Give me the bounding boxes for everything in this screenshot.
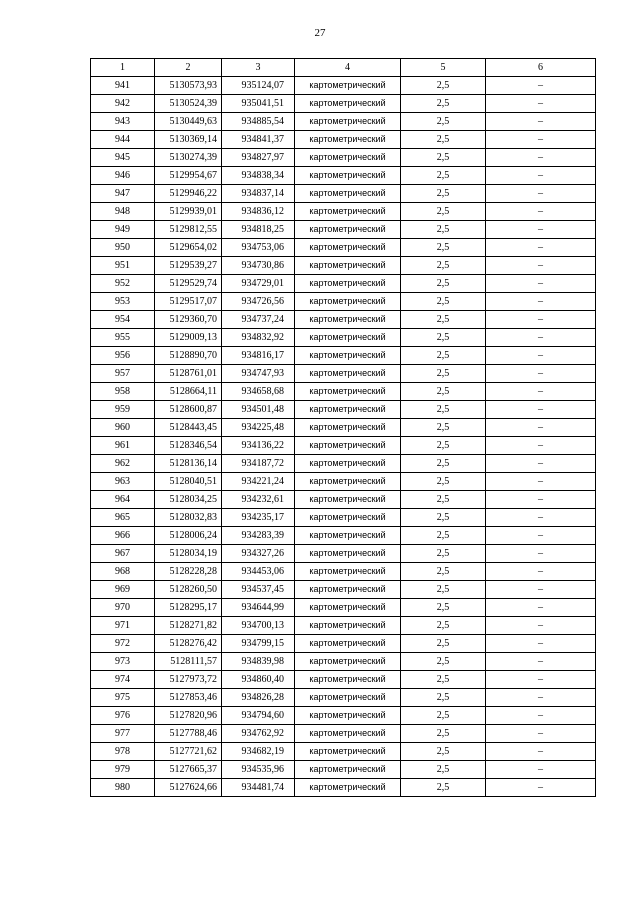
note-cell: –: [486, 311, 596, 329]
y-coordinate-cell: 934187,72: [222, 455, 295, 473]
accuracy-cell: 2,5: [401, 257, 486, 275]
note-cell: –: [486, 617, 596, 635]
accuracy-cell: 2,5: [401, 293, 486, 311]
point-number-cell: 946: [91, 167, 155, 185]
method-cell: картометрический: [295, 185, 401, 203]
point-number-cell: 956: [91, 347, 155, 365]
note-cell: –: [486, 437, 596, 455]
method-cell: картометрический: [295, 149, 401, 167]
accuracy-cell: 2,5: [401, 545, 486, 563]
x-coordinate-cell: 5130449,63: [155, 113, 222, 131]
x-coordinate-cell: 5127721,62: [155, 743, 222, 761]
point-number-cell: 948: [91, 203, 155, 221]
method-cell: картометрический: [295, 329, 401, 347]
method-cell: картометрический: [295, 167, 401, 185]
y-coordinate-cell: 934799,15: [222, 635, 295, 653]
y-coordinate-cell: 934730,86: [222, 257, 295, 275]
accuracy-cell: 2,5: [401, 401, 486, 419]
y-coordinate-cell: 934827,97: [222, 149, 295, 167]
table-row: [91, 113, 596, 131]
y-coordinate-cell: 934762,92: [222, 725, 295, 743]
table-row: [91, 77, 596, 95]
y-coordinate-cell: 934837,14: [222, 185, 295, 203]
method-cell: картометрический: [295, 437, 401, 455]
method-cell: картометрический: [295, 581, 401, 599]
method-cell: картометрический: [295, 131, 401, 149]
point-number-cell: 943: [91, 113, 155, 131]
accuracy-cell: 2,5: [401, 617, 486, 635]
note-cell: –: [486, 221, 596, 239]
x-coordinate-cell: 5128761,01: [155, 365, 222, 383]
point-number-cell: 958: [91, 383, 155, 401]
y-coordinate-cell: 934816,17: [222, 347, 295, 365]
point-number-cell: 966: [91, 527, 155, 545]
table-row: [91, 545, 596, 563]
accuracy-cell: 2,5: [401, 329, 486, 347]
note-cell: –: [486, 203, 596, 221]
table-row: [91, 149, 596, 167]
table-row: [91, 221, 596, 239]
method-cell: картометрический: [295, 725, 401, 743]
accuracy-cell: 2,5: [401, 563, 486, 581]
method-cell: картометрический: [295, 347, 401, 365]
point-number-cell: 975: [91, 689, 155, 707]
accuracy-cell: 2,5: [401, 653, 486, 671]
accuracy-cell: 2,5: [401, 581, 486, 599]
point-number-cell: 952: [91, 275, 155, 293]
method-cell: картометрический: [295, 617, 401, 635]
accuracy-cell: 2,5: [401, 275, 486, 293]
y-coordinate-cell: 934327,26: [222, 545, 295, 563]
point-number-cell: 959: [91, 401, 155, 419]
accuracy-cell: 2,5: [401, 509, 486, 527]
y-coordinate-cell: 934225,48: [222, 419, 295, 437]
x-coordinate-cell: 5128228,28: [155, 563, 222, 581]
method-cell: картометрический: [295, 365, 401, 383]
note-cell: –: [486, 761, 596, 779]
x-coordinate-cell: 5128034,19: [155, 545, 222, 563]
x-coordinate-cell: 5127665,37: [155, 761, 222, 779]
method-cell: картометрический: [295, 707, 401, 725]
table-row: [91, 743, 596, 761]
header-col-4: 4: [295, 59, 401, 77]
y-coordinate-cell: 934136,22: [222, 437, 295, 455]
table-row: [91, 581, 596, 599]
point-number-cell: 970: [91, 599, 155, 617]
y-coordinate-cell: 934838,34: [222, 167, 295, 185]
accuracy-cell: 2,5: [401, 185, 486, 203]
point-number-cell: 969: [91, 581, 155, 599]
note-cell: –: [486, 347, 596, 365]
x-coordinate-cell: 5127853,46: [155, 689, 222, 707]
method-cell: картометрический: [295, 563, 401, 581]
method-cell: картометрический: [295, 779, 401, 797]
method-cell: картометрический: [295, 419, 401, 437]
accuracy-cell: 2,5: [401, 635, 486, 653]
point-number-cell: 949: [91, 221, 155, 239]
table-row: [91, 509, 596, 527]
x-coordinate-cell: 5128600,87: [155, 401, 222, 419]
method-cell: картометрический: [295, 527, 401, 545]
y-coordinate-cell: 935124,07: [222, 77, 295, 95]
method-cell: картометрический: [295, 743, 401, 761]
note-cell: –: [486, 257, 596, 275]
x-coordinate-cell: 5129812,55: [155, 221, 222, 239]
table-row: [91, 617, 596, 635]
note-cell: –: [486, 149, 596, 167]
x-coordinate-cell: 5130369,14: [155, 131, 222, 149]
table-row: [91, 401, 596, 419]
accuracy-cell: 2,5: [401, 221, 486, 239]
accuracy-cell: 2,5: [401, 347, 486, 365]
point-number-cell: 964: [91, 491, 155, 509]
point-number-cell: 951: [91, 257, 155, 275]
table-row: [91, 203, 596, 221]
accuracy-cell: 2,5: [401, 599, 486, 617]
x-coordinate-cell: 5128040,51: [155, 473, 222, 491]
x-coordinate-cell: 5128664,11: [155, 383, 222, 401]
table-body: [91, 77, 596, 797]
accuracy-cell: 2,5: [401, 761, 486, 779]
point-number-cell: 974: [91, 671, 155, 689]
x-coordinate-cell: 5128111,57: [155, 653, 222, 671]
method-cell: картометрический: [295, 635, 401, 653]
accuracy-cell: 2,5: [401, 167, 486, 185]
note-cell: –: [486, 473, 596, 491]
accuracy-cell: 2,5: [401, 383, 486, 401]
point-number-cell: 979: [91, 761, 155, 779]
table-row: [91, 761, 596, 779]
accuracy-cell: 2,5: [401, 707, 486, 725]
note-cell: –: [486, 545, 596, 563]
method-cell: картометрический: [295, 473, 401, 491]
point-number-cell: 953: [91, 293, 155, 311]
accuracy-cell: 2,5: [401, 95, 486, 113]
note-cell: –: [486, 131, 596, 149]
point-number-cell: 957: [91, 365, 155, 383]
table-row: [91, 437, 596, 455]
accuracy-cell: 2,5: [401, 365, 486, 383]
accuracy-cell: 2,5: [401, 437, 486, 455]
y-coordinate-cell: 934235,17: [222, 509, 295, 527]
y-coordinate-cell: 934729,01: [222, 275, 295, 293]
x-coordinate-cell: 5128260,50: [155, 581, 222, 599]
accuracy-cell: 2,5: [401, 743, 486, 761]
point-number-cell: 978: [91, 743, 155, 761]
point-number-cell: 944: [91, 131, 155, 149]
x-coordinate-cell: 5129009,13: [155, 329, 222, 347]
accuracy-cell: 2,5: [401, 689, 486, 707]
note-cell: –: [486, 599, 596, 617]
x-coordinate-cell: 5127820,96: [155, 707, 222, 725]
point-number-cell: 965: [91, 509, 155, 527]
x-coordinate-cell: 5129539,27: [155, 257, 222, 275]
y-coordinate-cell: 934232,61: [222, 491, 295, 509]
x-coordinate-cell: 5128032,83: [155, 509, 222, 527]
note-cell: –: [486, 239, 596, 257]
x-coordinate-cell: 5128034,25: [155, 491, 222, 509]
method-cell: картометрический: [295, 383, 401, 401]
table-row: [91, 689, 596, 707]
accuracy-cell: 2,5: [401, 239, 486, 257]
method-cell: картометрический: [295, 761, 401, 779]
accuracy-cell: 2,5: [401, 491, 486, 509]
table-row: [91, 95, 596, 113]
x-coordinate-cell: 5129360,70: [155, 311, 222, 329]
note-cell: –: [486, 95, 596, 113]
note-cell: –: [486, 653, 596, 671]
x-coordinate-cell: 5128006,24: [155, 527, 222, 545]
point-number-cell: 968: [91, 563, 155, 581]
method-cell: картометрический: [295, 455, 401, 473]
y-coordinate-cell: 934658,68: [222, 383, 295, 401]
x-coordinate-cell: 5130274,39: [155, 149, 222, 167]
x-coordinate-cell: 5128443,45: [155, 419, 222, 437]
accuracy-cell: 2,5: [401, 203, 486, 221]
header-col-3: 3: [222, 59, 295, 77]
x-coordinate-cell: 5129946,22: [155, 185, 222, 203]
note-cell: –: [486, 779, 596, 797]
point-number-cell: 972: [91, 635, 155, 653]
note-cell: –: [486, 113, 596, 131]
y-coordinate-cell: 934747,93: [222, 365, 295, 383]
y-coordinate-cell: 934839,98: [222, 653, 295, 671]
point-number-cell: 955: [91, 329, 155, 347]
point-number-cell: 971: [91, 617, 155, 635]
note-cell: –: [486, 689, 596, 707]
table-row: [91, 671, 596, 689]
table-row: [91, 257, 596, 275]
note-cell: –: [486, 743, 596, 761]
accuracy-cell: 2,5: [401, 527, 486, 545]
y-coordinate-cell: 934481,74: [222, 779, 295, 797]
x-coordinate-cell: 5127973,72: [155, 671, 222, 689]
table-row: [91, 275, 596, 293]
y-coordinate-cell: 935041,51: [222, 95, 295, 113]
table-row: [91, 239, 596, 257]
y-coordinate-cell: 934644,99: [222, 599, 295, 617]
accuracy-cell: 2,5: [401, 455, 486, 473]
table-row: [91, 725, 596, 743]
x-coordinate-cell: 5128295,17: [155, 599, 222, 617]
note-cell: –: [486, 635, 596, 653]
note-cell: –: [486, 509, 596, 527]
x-coordinate-cell: 5128276,42: [155, 635, 222, 653]
table-row: [91, 527, 596, 545]
header-col-2: 2: [155, 59, 222, 77]
accuracy-cell: 2,5: [401, 311, 486, 329]
x-coordinate-cell: 5130573,93: [155, 77, 222, 95]
y-coordinate-cell: 934753,06: [222, 239, 295, 257]
point-number-cell: 961: [91, 437, 155, 455]
table-row: [91, 473, 596, 491]
y-coordinate-cell: 934860,40: [222, 671, 295, 689]
note-cell: –: [486, 275, 596, 293]
method-cell: картометрический: [295, 77, 401, 95]
table-row: [91, 635, 596, 653]
x-coordinate-cell: 5128890,70: [155, 347, 222, 365]
table-row: [91, 455, 596, 473]
table-row: [91, 491, 596, 509]
note-cell: –: [486, 707, 596, 725]
x-coordinate-cell: 5127624,66: [155, 779, 222, 797]
method-cell: картометрический: [295, 293, 401, 311]
accuracy-cell: 2,5: [401, 149, 486, 167]
y-coordinate-cell: 934836,12: [222, 203, 295, 221]
table-row: [91, 311, 596, 329]
point-number-cell: 950: [91, 239, 155, 257]
method-cell: картометрический: [295, 401, 401, 419]
point-number-cell: 962: [91, 455, 155, 473]
note-cell: –: [486, 167, 596, 185]
method-cell: картометрический: [295, 653, 401, 671]
note-cell: –: [486, 563, 596, 581]
x-coordinate-cell: 5129954,67: [155, 167, 222, 185]
point-number-cell: 967: [91, 545, 155, 563]
header-col-6: 6: [486, 59, 596, 77]
method-cell: картометрический: [295, 689, 401, 707]
method-cell: картометрический: [295, 113, 401, 131]
method-cell: картометрический: [295, 95, 401, 113]
table-row: [91, 365, 596, 383]
method-cell: картометрический: [295, 257, 401, 275]
table-row: [91, 563, 596, 581]
point-number-cell: 976: [91, 707, 155, 725]
point-number-cell: 960: [91, 419, 155, 437]
note-cell: –: [486, 185, 596, 203]
note-cell: –: [486, 581, 596, 599]
header-col-5: 5: [401, 59, 486, 77]
point-number-cell: 947: [91, 185, 155, 203]
table-row: [91, 329, 596, 347]
table-row: [91, 779, 596, 797]
table-row: [91, 185, 596, 203]
method-cell: картометрический: [295, 509, 401, 527]
y-coordinate-cell: 934535,96: [222, 761, 295, 779]
note-cell: –: [486, 293, 596, 311]
x-coordinate-cell: 5128136,14: [155, 455, 222, 473]
method-cell: картометрический: [295, 221, 401, 239]
table-row: [91, 131, 596, 149]
x-coordinate-cell: 5127788,46: [155, 725, 222, 743]
y-coordinate-cell: 934826,28: [222, 689, 295, 707]
note-cell: –: [486, 419, 596, 437]
point-number-cell: 977: [91, 725, 155, 743]
accuracy-cell: 2,5: [401, 671, 486, 689]
method-cell: картометрический: [295, 671, 401, 689]
point-number-cell: 963: [91, 473, 155, 491]
y-coordinate-cell: 934885,54: [222, 113, 295, 131]
y-coordinate-cell: 934794,60: [222, 707, 295, 725]
method-cell: картометрический: [295, 545, 401, 563]
table-row: [91, 707, 596, 725]
y-coordinate-cell: 934832,92: [222, 329, 295, 347]
note-cell: –: [486, 329, 596, 347]
accuracy-cell: 2,5: [401, 419, 486, 437]
note-cell: –: [486, 671, 596, 689]
accuracy-cell: 2,5: [401, 77, 486, 95]
table-row: [91, 383, 596, 401]
note-cell: –: [486, 455, 596, 473]
y-coordinate-cell: 934221,24: [222, 473, 295, 491]
note-cell: –: [486, 725, 596, 743]
x-coordinate-cell: 5128346,54: [155, 437, 222, 455]
accuracy-cell: 2,5: [401, 131, 486, 149]
x-coordinate-cell: 5128271,82: [155, 617, 222, 635]
coordinates-table: [90, 58, 596, 797]
x-coordinate-cell: 5129517,07: [155, 293, 222, 311]
page-number: 27: [314, 27, 326, 39]
accuracy-cell: 2,5: [401, 473, 486, 491]
accuracy-cell: 2,5: [401, 779, 486, 797]
method-cell: картометрический: [295, 491, 401, 509]
header-col-1: 1: [91, 59, 155, 77]
y-coordinate-cell: 934283,39: [222, 527, 295, 545]
table-row: [91, 167, 596, 185]
y-coordinate-cell: 934501,48: [222, 401, 295, 419]
method-cell: картометрический: [295, 311, 401, 329]
y-coordinate-cell: 934700,13: [222, 617, 295, 635]
accuracy-cell: 2,5: [401, 113, 486, 131]
point-number-cell: 954: [91, 311, 155, 329]
note-cell: –: [486, 401, 596, 419]
y-coordinate-cell: 934841,37: [222, 131, 295, 149]
table-row: [91, 599, 596, 617]
y-coordinate-cell: 934737,24: [222, 311, 295, 329]
table-row: [91, 419, 596, 437]
x-coordinate-cell: 5129939,01: [155, 203, 222, 221]
table-row: [91, 347, 596, 365]
x-coordinate-cell: 5129654,02: [155, 239, 222, 257]
note-cell: –: [486, 77, 596, 95]
method-cell: картометрический: [295, 275, 401, 293]
accuracy-cell: 2,5: [401, 725, 486, 743]
point-number-cell: 945: [91, 149, 155, 167]
method-cell: картометрический: [295, 203, 401, 221]
note-cell: –: [486, 491, 596, 509]
table-header-row: [91, 59, 596, 77]
y-coordinate-cell: 934682,19: [222, 743, 295, 761]
y-coordinate-cell: 934453,06: [222, 563, 295, 581]
method-cell: картометрический: [295, 239, 401, 257]
y-coordinate-cell: 934726,56: [222, 293, 295, 311]
table-row: [91, 653, 596, 671]
table-row: [91, 293, 596, 311]
note-cell: –: [486, 383, 596, 401]
point-number-cell: 980: [91, 779, 155, 797]
point-number-cell: 973: [91, 653, 155, 671]
note-cell: –: [486, 527, 596, 545]
method-cell: картометрический: [295, 599, 401, 617]
x-coordinate-cell: 5129529,74: [155, 275, 222, 293]
x-coordinate-cell: 5130524,39: [155, 95, 222, 113]
y-coordinate-cell: 934818,25: [222, 221, 295, 239]
y-coordinate-cell: 934537,45: [222, 581, 295, 599]
note-cell: –: [486, 365, 596, 383]
point-number-cell: 942: [91, 95, 155, 113]
point-number-cell: 941: [91, 77, 155, 95]
